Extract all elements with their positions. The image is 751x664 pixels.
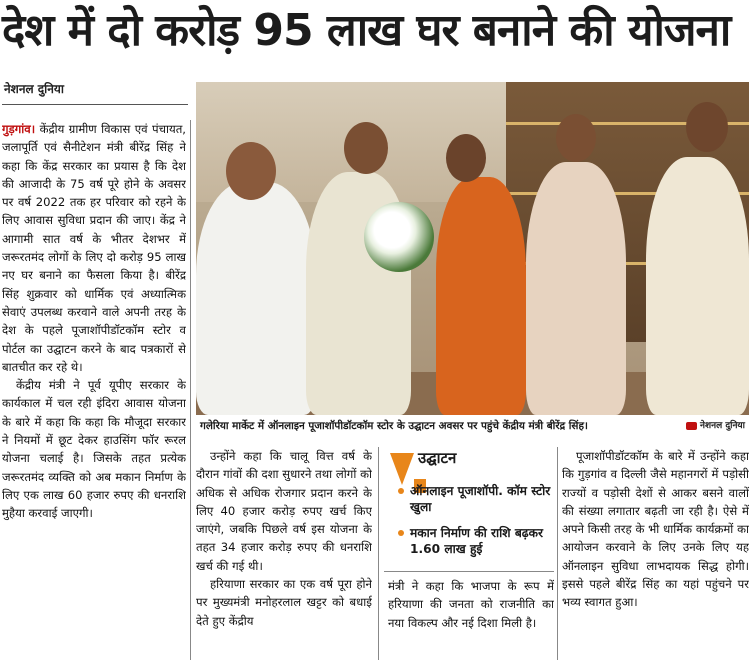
person-figure [436,177,526,415]
photo-credit [686,415,745,437]
news-photo [196,82,749,415]
paragraph-2: केंद्रीय मंत्री ने पूर्व यूपीए सरकार के कार्यकाल में चल रही इंदिरा आवास योजना के बारे में कहा कि कहा कि मौजूदा सरकार ने नियमों में छूट देकर हाउसिंग फॉर रूरल योजना चलाई है। जिसके तहत प्रत्येक जरूरतमंद व्यक्ति को अब मकान निर्माण के लिए एक लाख 60 हजार रुपए की धनराशि मुहैया करवाई जाएगी। [2,378,186,521]
highlight-item-text: ऑनलाइन पूजाशॉपी. कॉम स्टोर खुला [410,484,551,514]
photo-caption [196,415,749,437]
column-divider [378,447,379,660]
person-head [686,102,728,152]
paragraph-1-text: केंद्रीय ग्रामीण विकास एवं पंचायत, जलापूर्ति एवं सैनीटेशन मंत्री बीरेंद्र सिंह ने कहा कि केंद्र सरकार का प्रयास है कि देश की आजादी के 75 वर्ष पूरे होने के अवसर पर वर्ष 2022 तक हर परिवार को रहने के लिए आवास सुविधा प्रदान की जाए। केंद्र ने आगामी सात वर्ष के भीतर देशभर में जरूरतमंद लोगों के लिए दो करोड़ 95 लाख नए घर बनाने का फैसला किया है। बीरेंद्र सिंह शुक्रवार को धार्मिक एवं अध्यात्मिक सेवाएं उपलब्ध करवाने वाले अपनी तरह के देश के पहले पूजाशॉपीडॉटकॉम स्टोर व पोर्टल का उद्घाटन करने के बाद पत्रकारों से बातचीत कर रहे थे। [2,122,186,374]
column-divider [557,447,558,660]
article-column-3 [388,577,554,662]
headline: देश में दो करोड़ 95 लाख घर बनाने की योजना [2,5,731,56]
highlight-divider [384,571,554,572]
highlight-box [384,447,554,577]
photo-credit-text: नेशनल दुनिया [699,421,745,431]
photo-caption-text: गलेरिया मार्केट में ऑनलाइन पूजाशॉपीडॉटकॉम स्टोर के उद्घाटन अवसर पर पहुंचे केंद्रीय मंत्री बीरेंद्र सिंह। [200,420,588,432]
highlight-item [410,483,554,515]
article-column-1 [2,120,186,660]
person-figure [526,162,626,415]
paragraph-4: हरियाणा सरकार का एक वर्ष पूरा होने पर मुख्यमंत्री मनोहरलाल खट्टर को बधाई देते हुए केंद्रीय [196,577,372,628]
paragraph-3: उन्होंने कहा कि चालू वित्त वर्ष के दौरान गांवों की दशा सुधारने तथा लोगों को अधिक से अधिक रोजगार प्रदान करने के लिए 40 हजार करोड़ रुपए खर्च किए जाएंगे, जबकि पिछले वर्ष इस योजना के तहत 34 हजार करोड़ रुपए की धनराशि खर्च की गई थी। [196,449,372,573]
person-figure [646,157,749,415]
paragraph-6: पूजाशॉपीडॉटकॉम के बारे में उन्होंने कहा कि गुड़गांव व दिल्ली जैसे महानगरों में पड़ोसी राज्यों व पड़ोसी देशों से आकर बसने वालों की संख्या लगातार बढ़ती जा रही है। ऐसे में अपने किसी तरह के भी धार्मिक कार्यक्रमों का आयोजन करवाने के लिए उनके लिए यह ऑनलाइन सुविधा लाभदायक सिद्ध होगी। इससे पहले बीरेंद्र सिंह का यहां पहुंचने पर भव्य स्वागत हुआ। [562,449,749,610]
highlight-title: उद्घाटन [418,449,457,467]
person-head [226,142,276,200]
byline: नेशनल दुनिया [4,82,65,96]
person-head [446,134,486,182]
person-figure [196,182,316,415]
column-divider [190,120,191,660]
person-head [344,122,388,174]
dateline: गुड़गांव। [2,122,36,136]
highlight-item-text: मकान निर्माण की राशि बढ़कर 1.60 लाख हुई [410,526,543,556]
person-head [556,114,596,162]
article-column-2 [196,447,372,662]
bullet-icon [398,488,404,494]
bullet-icon [398,530,404,536]
paragraph-1 [2,120,186,376]
paragraph-5: मंत्री ने कहा कि भाजपा के रूप में हरियाणा की जनता को राजनीति का नया विकल्प और नई दिशा मिली है। [388,579,554,630]
camera-icon [686,422,697,430]
flower-bouquet [364,202,434,272]
byline-divider [2,104,188,105]
article-column-4 [562,447,749,662]
highlight-item [410,525,554,557]
